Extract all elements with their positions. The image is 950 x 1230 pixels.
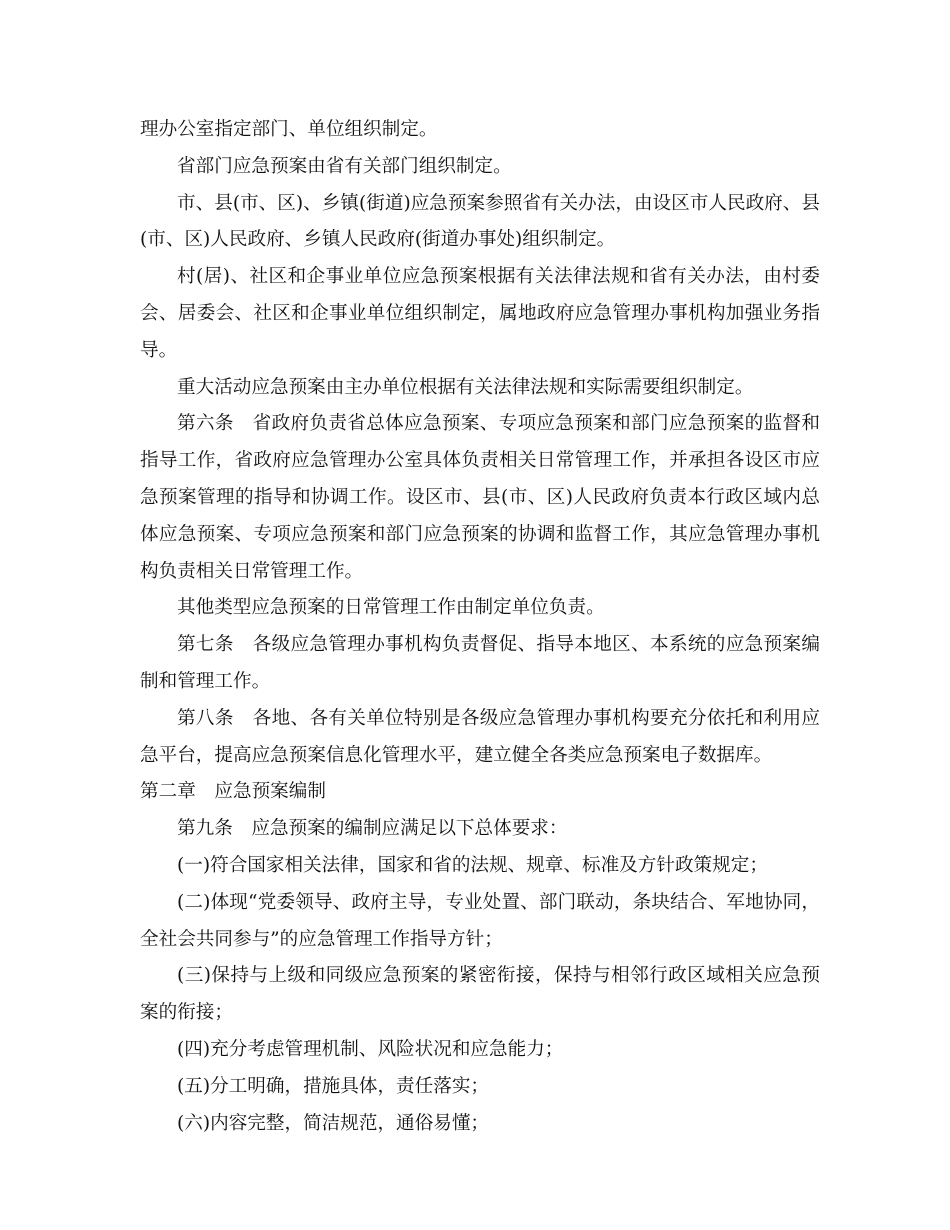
article-7: 第七条 各级应急管理办事机构负责督促、指导本地区、本系统的应急预案编制和管理工作。 — [140, 634, 820, 692]
list-item: (一)符合国家相关法律，国家和省的法规、规章、标准及方针政策规定； — [177, 854, 768, 876]
chapter-heading: 第二章 应急预案编制 — [140, 781, 326, 803]
paragraph: 理办公室指定部门、单位组织制定。 — [140, 119, 438, 140]
article-6: 第六条 省政府负责省总体应急预案、专项应急预案和部门应急预案的监督和指导工作，省政府应急管理办公室具体负责相关日常管理工作，并承担各设区市应急预案管理的指导和协调工作。设区市、县(市、区)人民政府负责本行政区域内总体应急预案、专项应急预案和部门应急预案的协调和监督工作，其应急管理办事机构负责相关日常管理工作。 — [140, 413, 820, 582]
paragraph: 市、县(市、区)、乡镇(街道)应急预案参照省有关办法，由设区市人民政府、县(市、区)人民政府、乡镇人民政府(街道办事处)组织制定。 — [140, 192, 820, 251]
article-8: 第八条 各地、各有关单位特别是各级应急管理办事机构要充分依托和利用应急平台，提高应急预案信息化管理水平，建立健全各类应急预案电子数据库。 — [140, 707, 820, 766]
paragraph: 省部门应急预案由省有关部门组织制定。 — [177, 155, 512, 177]
list-item: (六)内容完整，简洁规范，通俗易懂； — [177, 1112, 490, 1134]
paragraph: 其他类型应急预案的日常管理工作由制定单位负责。 — [177, 597, 605, 619]
paragraph: 重大活动应急预案由主办单位根据有关法律法规和实际需要组织制定。 — [177, 376, 754, 398]
list-item: (二)体现“党委领导、政府主导，专业处置、部门联动，条块结合、军地协同，全社会共同参与”的应急管理工作指导方针； — [140, 891, 820, 950]
list-item: (四)充分考虑管理机制、风险状况和应急能力； — [177, 1038, 564, 1060]
list-item: (五)分工明确，措施具体，责任落实； — [177, 1075, 490, 1097]
list-item: (三)保持与上级和同级应急预案的紧密衔接，保持与相邻行政区域相关应急预案的衔接； — [140, 965, 820, 1024]
article-9: 第九条 应急预案的编制应满足以下总体要求： — [177, 818, 568, 840]
paragraph: 村(居)、社区和企事业单位应急预案根据有关法律法规和省有关办法，由村委会、居委会、社区和企事业单位组织制定，属地政府应急管理办事机构加强业务指导。 — [140, 266, 820, 361]
document-body — [140, 112, 820, 1142]
